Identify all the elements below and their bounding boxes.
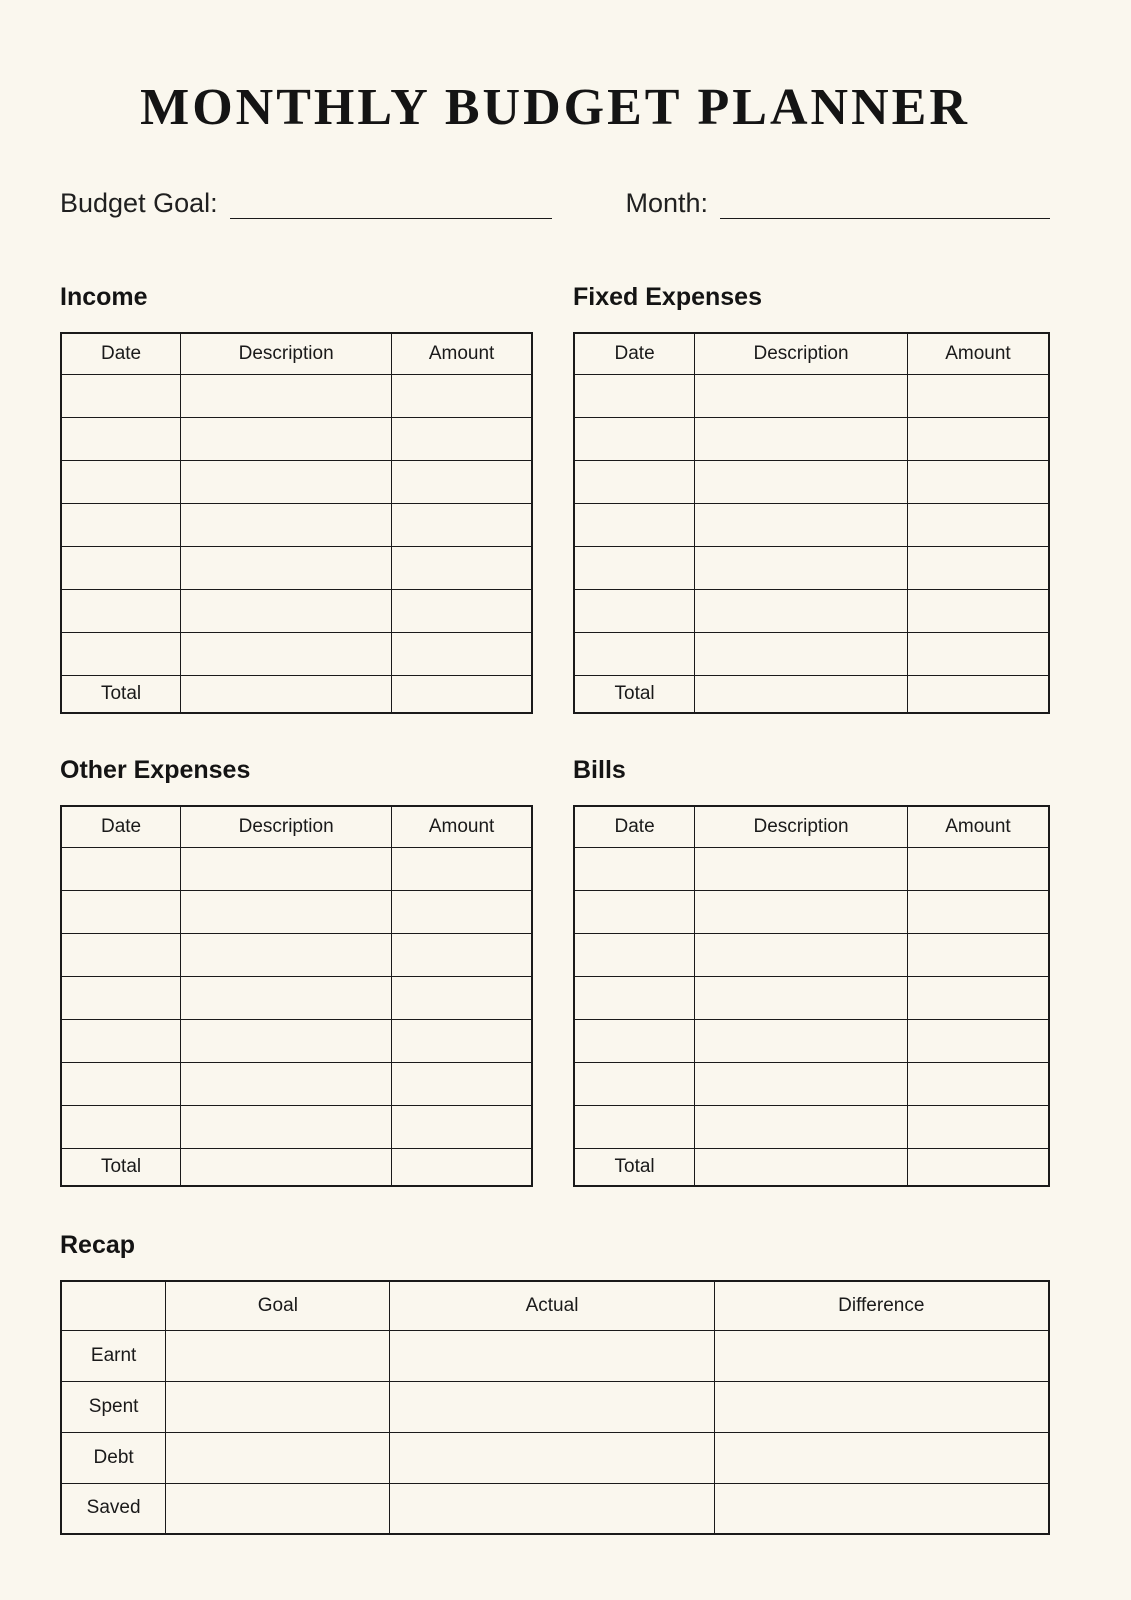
amount-cell bbox=[907, 1062, 1049, 1105]
amount-cell bbox=[392, 374, 532, 417]
amount-cell bbox=[392, 1105, 532, 1148]
total-row bbox=[574, 675, 1049, 713]
month-label: Month: bbox=[625, 188, 708, 219]
table-row bbox=[61, 1105, 532, 1148]
description-cell bbox=[181, 589, 392, 632]
date-cell bbox=[61, 890, 181, 933]
table-row bbox=[61, 417, 532, 460]
table-header-row bbox=[61, 333, 532, 374]
goal-cell bbox=[166, 1330, 390, 1381]
date-cell bbox=[61, 546, 181, 589]
date-cell bbox=[61, 374, 181, 417]
budget-goal-label: Budget Goal: bbox=[60, 188, 218, 219]
actual-column-header: Actual bbox=[390, 1281, 714, 1330]
date-cell bbox=[574, 976, 695, 1019]
total-label: Total bbox=[61, 1148, 181, 1186]
actual-cell bbox=[390, 1381, 714, 1432]
date-cell bbox=[61, 503, 181, 546]
table-row bbox=[61, 976, 532, 1019]
amount-cell bbox=[392, 847, 532, 890]
description-cell bbox=[181, 976, 392, 1019]
description-cell bbox=[181, 417, 392, 460]
actual-cell bbox=[390, 1483, 714, 1534]
difference-column-header: Difference bbox=[714, 1281, 1049, 1330]
table-row bbox=[574, 890, 1049, 933]
date-column-header: Date bbox=[61, 333, 181, 374]
description-cell bbox=[181, 374, 392, 417]
date-cell bbox=[574, 374, 695, 417]
date-column-header: Date bbox=[574, 806, 695, 847]
date-column-header: Date bbox=[61, 806, 181, 847]
date-cell bbox=[574, 417, 695, 460]
description-cell bbox=[695, 933, 908, 976]
table-row bbox=[61, 546, 532, 589]
amount-cell bbox=[907, 933, 1049, 976]
date-cell bbox=[61, 1062, 181, 1105]
recap-row-label: Earnt bbox=[61, 1330, 166, 1381]
amount-cell bbox=[907, 632, 1049, 675]
page-title: MONTHLY BUDGET PLANNER bbox=[140, 79, 970, 136]
amount-cell bbox=[392, 460, 532, 503]
goal-column-header: Goal bbox=[166, 1281, 390, 1330]
income-section bbox=[60, 283, 533, 714]
goal-cell bbox=[166, 1483, 390, 1534]
table-row bbox=[574, 632, 1049, 675]
budget-goal-underline bbox=[230, 189, 552, 219]
difference-cell bbox=[714, 1483, 1049, 1534]
amount-cell bbox=[907, 1019, 1049, 1062]
tables-grid bbox=[60, 283, 1050, 1187]
date-cell bbox=[61, 1019, 181, 1062]
date-cell bbox=[574, 503, 695, 546]
total-description-cell bbox=[181, 675, 392, 713]
date-cell bbox=[574, 1105, 695, 1148]
description-column-header: Description bbox=[695, 333, 908, 374]
description-cell bbox=[695, 503, 908, 546]
difference-cell bbox=[714, 1381, 1049, 1432]
total-description-cell bbox=[181, 1148, 392, 1186]
date-cell bbox=[61, 632, 181, 675]
amount-column-header: Amount bbox=[907, 333, 1049, 374]
table-row bbox=[574, 976, 1049, 1019]
amount-cell bbox=[907, 976, 1049, 1019]
amount-cell bbox=[907, 503, 1049, 546]
amount-cell bbox=[392, 933, 532, 976]
budget-goal-field bbox=[60, 189, 552, 219]
table-row bbox=[61, 374, 532, 417]
description-cell bbox=[181, 460, 392, 503]
other-expenses-section bbox=[60, 756, 533, 1187]
amount-cell bbox=[392, 1062, 532, 1105]
amount-cell bbox=[392, 417, 532, 460]
actual-cell bbox=[390, 1330, 714, 1381]
goal-cell bbox=[166, 1432, 390, 1483]
total-row bbox=[61, 1148, 532, 1186]
amount-cell bbox=[907, 460, 1049, 503]
goal-cell bbox=[166, 1381, 390, 1432]
recap-corner-cell bbox=[61, 1281, 166, 1330]
table-row bbox=[574, 1019, 1049, 1062]
amount-cell bbox=[907, 417, 1049, 460]
recap-header-row bbox=[61, 1281, 1049, 1330]
table-row bbox=[61, 503, 532, 546]
total-label: Total bbox=[574, 1148, 695, 1186]
description-cell bbox=[695, 1105, 908, 1148]
total-description-cell bbox=[695, 1148, 908, 1186]
description-cell bbox=[181, 1019, 392, 1062]
description-cell bbox=[695, 847, 908, 890]
total-label: Total bbox=[574, 675, 695, 713]
recap-table bbox=[60, 1280, 1050, 1535]
total-amount-cell bbox=[392, 1148, 532, 1186]
recap-row-debt bbox=[61, 1432, 1049, 1483]
amount-cell bbox=[907, 546, 1049, 589]
total-row bbox=[574, 1148, 1049, 1186]
amount-cell bbox=[392, 546, 532, 589]
table-row bbox=[61, 1019, 532, 1062]
date-cell bbox=[61, 460, 181, 503]
table-row bbox=[574, 417, 1049, 460]
fixed-expenses-section bbox=[573, 283, 1050, 714]
total-description-cell bbox=[695, 675, 908, 713]
total-amount-cell bbox=[392, 675, 532, 713]
date-cell bbox=[574, 933, 695, 976]
description-cell bbox=[695, 632, 908, 675]
table-row bbox=[574, 374, 1049, 417]
difference-cell bbox=[714, 1330, 1049, 1381]
description-cell bbox=[695, 546, 908, 589]
amount-cell bbox=[392, 890, 532, 933]
description-cell bbox=[181, 503, 392, 546]
other-expenses-table bbox=[60, 805, 533, 1187]
description-cell bbox=[181, 890, 392, 933]
other-expenses-title: Other Expenses bbox=[60, 756, 251, 784]
date-cell bbox=[574, 1019, 695, 1062]
table-row bbox=[574, 1062, 1049, 1105]
total-row bbox=[61, 675, 532, 713]
description-cell bbox=[181, 632, 392, 675]
description-cell bbox=[181, 1105, 392, 1148]
description-cell bbox=[181, 847, 392, 890]
table-row bbox=[61, 1062, 532, 1105]
recap-row-saved bbox=[61, 1483, 1049, 1534]
month-field bbox=[625, 189, 1050, 219]
description-cell bbox=[695, 417, 908, 460]
recap-row-spent bbox=[61, 1381, 1049, 1432]
amount-cell bbox=[907, 374, 1049, 417]
description-cell bbox=[695, 890, 908, 933]
description-column-header: Description bbox=[181, 333, 392, 374]
table-header-row bbox=[574, 806, 1049, 847]
table-header-row bbox=[574, 333, 1049, 374]
description-cell bbox=[695, 589, 908, 632]
amount-cell bbox=[907, 1105, 1049, 1148]
date-column-header: Date bbox=[574, 333, 695, 374]
table-row bbox=[574, 1105, 1049, 1148]
description-column-header: Description bbox=[695, 806, 908, 847]
total-label: Total bbox=[61, 675, 181, 713]
bills-title: Bills bbox=[573, 756, 626, 784]
date-cell bbox=[61, 417, 181, 460]
amount-column-header: Amount bbox=[392, 806, 532, 847]
recap-row-label: Spent bbox=[61, 1381, 166, 1432]
table-row bbox=[61, 847, 532, 890]
amount-cell bbox=[907, 847, 1049, 890]
date-cell bbox=[61, 933, 181, 976]
recap-row-earnt bbox=[61, 1330, 1049, 1381]
fixed-expenses-title: Fixed Expenses bbox=[573, 283, 762, 311]
amount-cell bbox=[392, 503, 532, 546]
description-cell bbox=[181, 1062, 392, 1105]
table-row bbox=[574, 460, 1049, 503]
amount-column-header: Amount bbox=[392, 333, 532, 374]
amount-cell bbox=[907, 589, 1049, 632]
table-row bbox=[61, 890, 532, 933]
amount-cell bbox=[392, 976, 532, 1019]
date-cell bbox=[574, 847, 695, 890]
amount-cell bbox=[907, 890, 1049, 933]
bills-section bbox=[573, 756, 1050, 1187]
difference-cell bbox=[714, 1432, 1049, 1483]
description-column-header: Description bbox=[181, 806, 392, 847]
income-title: Income bbox=[60, 283, 148, 311]
description-cell bbox=[695, 1019, 908, 1062]
table-row bbox=[574, 546, 1049, 589]
table-row bbox=[61, 460, 532, 503]
month-underline bbox=[720, 189, 1050, 219]
recap-row-label: Debt bbox=[61, 1432, 166, 1483]
income-table bbox=[60, 332, 533, 714]
table-row bbox=[61, 933, 532, 976]
table-row bbox=[574, 933, 1049, 976]
date-cell bbox=[574, 460, 695, 503]
table-header-row bbox=[61, 806, 532, 847]
header-fields bbox=[60, 189, 1050, 219]
table-row bbox=[574, 589, 1049, 632]
date-cell bbox=[61, 847, 181, 890]
description-cell bbox=[181, 933, 392, 976]
description-cell bbox=[695, 976, 908, 1019]
description-cell bbox=[181, 546, 392, 589]
amount-cell bbox=[392, 632, 532, 675]
description-cell bbox=[695, 460, 908, 503]
amount-column-header: Amount bbox=[907, 806, 1049, 847]
total-amount-cell bbox=[907, 675, 1049, 713]
recap-title: Recap bbox=[60, 1231, 136, 1259]
table-row bbox=[61, 589, 532, 632]
actual-cell bbox=[390, 1432, 714, 1483]
description-cell bbox=[695, 1062, 908, 1105]
table-row bbox=[574, 847, 1049, 890]
table-row bbox=[61, 632, 532, 675]
date-cell bbox=[574, 632, 695, 675]
amount-cell bbox=[392, 589, 532, 632]
date-cell bbox=[61, 1105, 181, 1148]
amount-cell bbox=[392, 1019, 532, 1062]
date-cell bbox=[61, 976, 181, 1019]
bills-table bbox=[573, 805, 1050, 1187]
date-cell bbox=[574, 890, 695, 933]
recap-section bbox=[60, 1231, 1050, 1535]
date-cell bbox=[574, 589, 695, 632]
fixed-expenses-table bbox=[573, 332, 1050, 714]
recap-row-label: Saved bbox=[61, 1483, 166, 1534]
total-amount-cell bbox=[907, 1148, 1049, 1186]
date-cell bbox=[61, 589, 181, 632]
date-cell bbox=[574, 1062, 695, 1105]
date-cell bbox=[574, 546, 695, 589]
table-row bbox=[574, 503, 1049, 546]
description-cell bbox=[695, 374, 908, 417]
